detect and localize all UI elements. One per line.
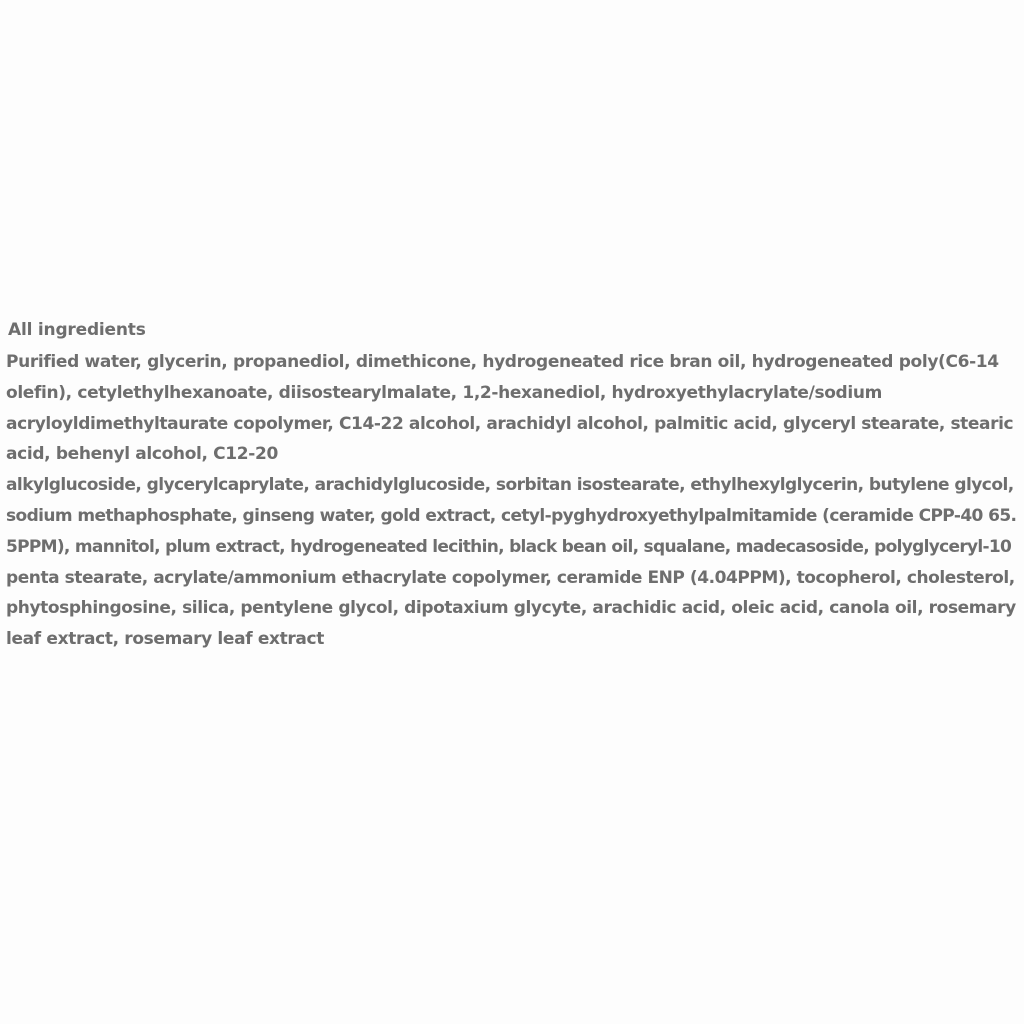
ingredients-line: acid, behenyl alcohol, C12-20 [6,444,278,465]
ingredients-line: penta stearate, acrylate/ammonium ethacrylate copolymer, ceramide ENP (4.04PPM), tocopherol, cholesterol, [6,567,1015,588]
ingredients-line: alkylglucoside, glycerylcaprylate, arachidylglucoside, sorbitan isostearate, ethylhexylglycerin, butylene glycol, [6,475,1014,496]
ingredients-line: olefin), cetylethylhexanoate, diisostearylmalate, 1,2-hexanediol, hydroxyethylacrylate/sodium [6,382,882,403]
ingredients-block [6,316,1016,655]
ingredients-line: leaf extract, rosemary leaf extract [6,629,325,650]
ingredients-heading: All ingredients [8,320,146,340]
ingredients-line: 5PPM), mannitol, plum extract, hydrogeneated lecithin, black bean oil, squalane, madecasoside, polyglyceryl-10 [6,536,1012,557]
ingredients-line: acryloyldimethyltaurate copolymer, C14-22 alcohol, arachidyl alcohol, palmitic acid, glyceryl stearate, stearic [6,413,1014,434]
ingredients-line: phytosphingosine, silica, pentylene glycol, dipotaxium glycyte, arachidic acid, oleic acid, canola oil, rosemary [6,598,1016,619]
ingredients-line: Purified water, glycerin, propanediol, dimethicone, hydrogeneated rice bran oil, hydrogeneated poly(C6-14 [6,352,999,372]
ingredients-line: sodium methaphosphate, ginseng water, gold extract, cetyl-pyghydroxyethylpalmitamide (ceramide CPP-40 65. [6,505,1017,526]
